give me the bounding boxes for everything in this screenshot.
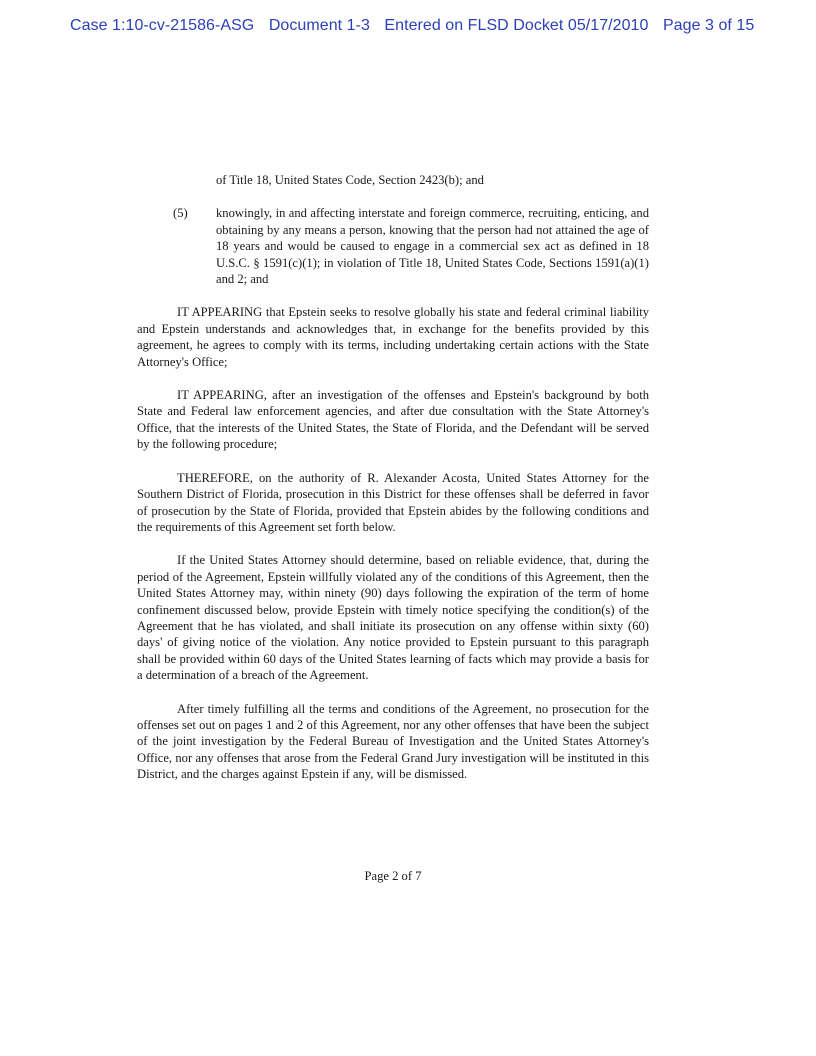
document-body bbox=[137, 172, 649, 800]
continuation-line: of Title 18, United States Code, Section 2423(b); and bbox=[216, 173, 484, 187]
docket-entry: Entered on FLSD Docket 05/17/2010 bbox=[384, 17, 649, 34]
paragraph-investigation: IT APPEARING, after an investigation of the offenses and Epstein's background by both State and Federal law enforcement agencies, and after due consultation with the State Attorney's Office, that the interests of the United States, the State of Florida, and the Defendant will be served by the following procedure; bbox=[137, 388, 649, 452]
list-item bbox=[173, 205, 649, 287]
paragraph-violation: If the United States Attorney should determine, based on reliable evidence, that, during the period of the Agreement, Epstein willfully violated any of the conditions of this Agreement, then the United States Attorney may, within ninety (90) days following the expiration of the term of home confinement discussed below, provide Epstein with timely notice specifying the condition(s) of the Agreement that he has violated, and shall initiate its prosecution on any offense within sixty (60) days' of giving notice of the violation. Any notice provided to Epstein pursuant to this paragraph shall be provided within 60 days of the United States learning of facts which may provide a basis for a determination of a breach of the Agreement. bbox=[137, 553, 649, 683]
docket-page-number: Page 3 of 15 bbox=[662, 17, 755, 34]
page-footer: Page 2 of 7 bbox=[364, 869, 422, 883]
paragraph-therefore: THEREFORE, on the authority of R. Alexander Acosta, United States Attorney for the Southern District of Florida, prosecution in this District for these offenses shall be deferred in favor of prosecution by the State of Florida, provided that Epstein abides by the following conditions and the requirements of this Agreement set forth below. bbox=[137, 470, 649, 534]
docket-header bbox=[70, 17, 770, 35]
document-number: Document 1-3 bbox=[268, 17, 370, 34]
list-item-number: (5) bbox=[173, 206, 188, 221]
paragraph-global-resolution: IT APPEARING that Epstein seeks to resolve globally his state and federal criminal liability and Epstein understands and acknowledges that, in exchange for the benefits provided by this agreement, he agrees to comply with its terms, including undertaking certain actions with the State Attorney's Office; bbox=[137, 305, 649, 369]
paragraph-no-prosecution: After timely fulfilling all the terms and conditions of the Agreement, no prosecution for the offenses set out on pages 1 and 2 of this Agreement, nor any other offenses that have been the subject of the joint investigation by the Federal Bureau of Investigation and the United States Attorney's Office, nor any offenses that arose from the Federal Grand Jury investigation will be instituted in this District, and the charges against Epstein if any, will be dismissed. bbox=[137, 701, 649, 782]
list-item-text: knowingly, in and affecting interstate and foreign commerce, recruiting, enticing, and obtaining by any means a person, knowing that the person had not attained the age of 18 years and would be caused to engage in a commercial sex act as defined in 18 U.S.C. § 1591(c)(1); in violation of Title 18, United States Code, Sections 1591(a)(1) and 2; and bbox=[216, 206, 649, 287]
case-number: Case 1:10-cv-21586-ASG bbox=[70, 17, 255, 34]
